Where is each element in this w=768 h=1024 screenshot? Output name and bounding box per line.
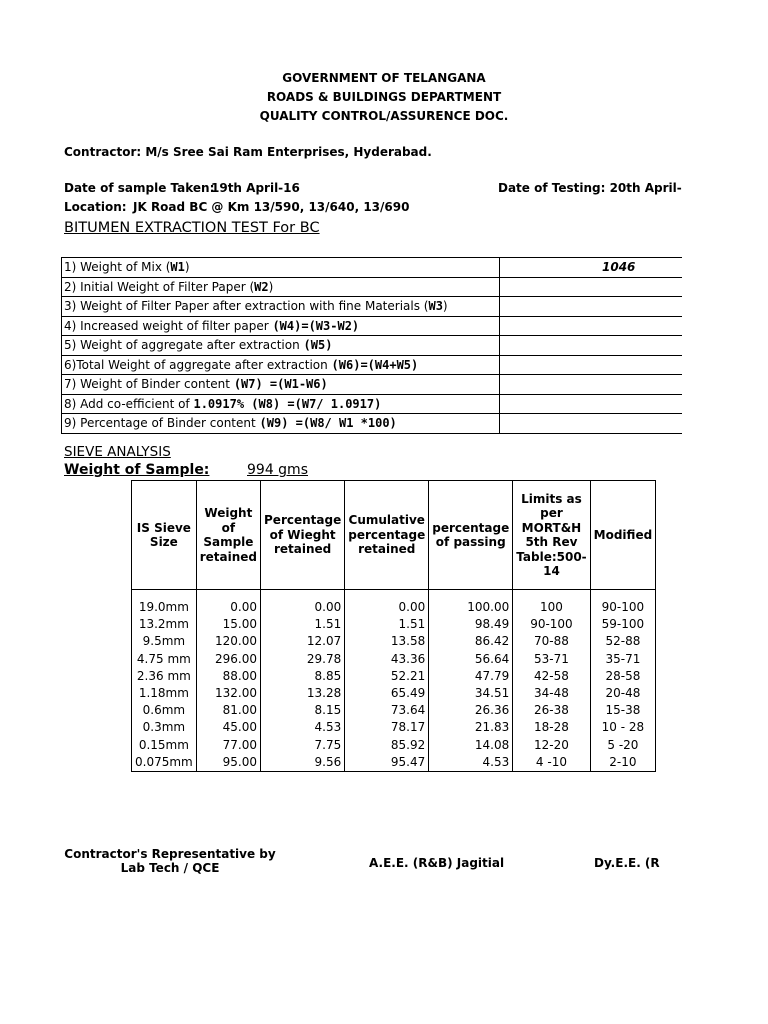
extraction-row-suffix: ): [268, 279, 274, 294]
extraction-row-label: [64, 416, 397, 430]
sieve-column-header: Cumulative percentage retained: [345, 481, 429, 590]
sieve-spacer-cell: [590, 590, 656, 600]
sieve-column-header: IS Sieve Size: [132, 481, 197, 590]
sieve-column-header: Percentage of Wieght retained: [261, 481, 345, 590]
extraction-row-label: [64, 319, 359, 333]
sieve-row: [132, 633, 656, 650]
sieve-cell: 0.6mm: [132, 702, 197, 719]
sieve-cell: 59-100: [590, 616, 656, 633]
extraction-row-suffix: ): [442, 299, 448, 313]
extraction-table: [62, 257, 682, 434]
extraction-row-label: [64, 377, 328, 391]
extraction-row-text: 2) Initial Weight of Filter Paper (: [64, 279, 255, 294]
sieve-cell: 14.08: [429, 737, 513, 754]
sieve-row: [132, 651, 656, 668]
sieve-column-header: Limits as per MORT&H 5th Rev Table:500-14: [513, 481, 590, 590]
sieve-cell: 2-10: [590, 754, 656, 772]
sieve-spacer-cell: [132, 590, 197, 600]
sieve-cell: 26-38: [513, 702, 590, 719]
testing-date: Date of Testing: 20th April-: [498, 181, 682, 195]
sieve-spacer-cell: [513, 590, 590, 600]
extraction-row: [62, 413, 682, 434]
extraction-row-label: [64, 299, 448, 313]
sieve-cell: 70-88: [513, 633, 590, 650]
sample-weight-label: Weight of Sample:: [64, 462, 210, 478]
sieve-cell: 98.49: [429, 616, 513, 633]
sieve-cell: 9.56: [261, 754, 345, 772]
sieve-cell: 34.51: [429, 685, 513, 702]
sample-date-label: Date of sample Taken:: [64, 181, 215, 195]
sieve-cell: 35-71: [590, 651, 656, 668]
extraction-row-text: 8) Add co-efficient of: [64, 396, 194, 411]
sieve-cell: 95.47: [345, 754, 429, 772]
extraction-row-label: [64, 358, 418, 372]
sieve-cell: 13.58: [345, 633, 429, 650]
sieve-cell: 1.18mm: [132, 685, 197, 702]
header-government: GOVERNMENT OF TELANGANA: [282, 71, 486, 85]
extraction-row-formula: (W9) =(W8/ W1 *100): [259, 416, 397, 430]
extraction-row-formula: W2: [254, 279, 269, 294]
sieve-cell: 86.42: [429, 633, 513, 650]
contractor-line: Contractor: M/s Sree Sai Ram Enterprises, Hyderabad.: [64, 145, 432, 159]
sieve-row: [132, 719, 656, 736]
extraction-row-text: 5) Weight of aggregate after extraction: [64, 338, 304, 352]
sieve-row: [132, 616, 656, 633]
sieve-cell: 85.92: [345, 737, 429, 754]
sieve-cell: 4 -10: [513, 754, 590, 772]
sieve-row: [132, 599, 656, 616]
sieve-column-header: Weight of Sample retained: [196, 481, 260, 590]
sieve-cell: 52.21: [345, 668, 429, 685]
extraction-row: [62, 355, 682, 375]
sieve-cell: 15.00: [196, 616, 260, 633]
sieve-cell: 0.00: [196, 599, 260, 616]
extraction-row-text: 9) Percentage of Binder content: [64, 416, 260, 430]
sieve-cell: 13.28: [261, 685, 345, 702]
sieve-cell: 73.64: [345, 702, 429, 719]
sieve-cell: 4.53: [429, 754, 513, 772]
sieve-cell: 4.53: [261, 719, 345, 736]
sieve-cell: 2.36 mm: [132, 668, 197, 685]
sieve-column-header: Modified: [590, 481, 656, 590]
extraction-row: [62, 277, 682, 297]
extraction-row: [62, 374, 682, 394]
signature-dyee: Dy.E.E. (R: [594, 856, 660, 870]
location-value: JK Road BC @ Km 13/590, 13/640, 13/690: [133, 200, 410, 214]
header-department: ROADS & BUILDINGS DEPARTMENT: [266, 90, 502, 104]
sieve-cell: 28-58: [590, 668, 656, 685]
sieve-cell: 13.2mm: [132, 616, 197, 633]
extraction-row-text: 1) Weight of Mix (: [64, 260, 171, 274]
sieve-cell: 21.83: [429, 719, 513, 736]
extraction-row: [62, 335, 682, 355]
extraction-row-formula: W1: [170, 260, 185, 274]
extraction-divider: [499, 257, 500, 434]
sieve-spacer-cell: [196, 590, 260, 600]
extraction-row-formula: (W6)=(W4+W5): [331, 357, 419, 372]
sieve-cell: 0.3mm: [132, 719, 197, 736]
sieve-row: [132, 685, 656, 702]
extraction-row-formula: (W4)=(W3-W2): [272, 318, 360, 333]
sieve-cell: 12-20: [513, 737, 590, 754]
sieve-spacer-cell: [429, 590, 513, 600]
sieve-cell: 78.17: [345, 719, 429, 736]
sieve-row: [132, 668, 656, 685]
sample-weight: 994 gms: [247, 462, 308, 478]
sieve-cell: 29.78: [261, 651, 345, 668]
sieve-cell: 0.075mm: [132, 754, 197, 772]
sieve-cell: 34-48: [513, 685, 590, 702]
sieve-cell: 120.00: [196, 633, 260, 650]
extraction-row-suffix: ): [184, 260, 190, 274]
sieve-cell: 43.36: [345, 651, 429, 668]
sieve-cell: 19.0mm: [132, 599, 197, 616]
sieve-cell: 56.64: [429, 651, 513, 668]
extraction-row: [62, 394, 682, 414]
extraction-row: [62, 257, 682, 277]
sieve-cell: 95.00: [196, 754, 260, 772]
sieve-cell: 0.00: [345, 599, 429, 616]
sieve-cell: 90-100: [590, 599, 656, 616]
signature-contractor-rep: Contractor's Representative by Lab Tech / QCE: [64, 847, 276, 875]
sieve-title: SIEVE ANALYSIS: [64, 444, 171, 460]
sieve-cell: 15-38: [590, 702, 656, 719]
sieve-row: [132, 702, 656, 719]
sieve-cell: 8.85: [261, 668, 345, 685]
extraction-row-value: 1046: [602, 260, 636, 274]
header-doc-type: QUALITY CONTROL/ASSURENCE DOC.: [259, 109, 509, 123]
sieve-cell: 47.79: [429, 668, 513, 685]
sieve-cell: 26.36: [429, 702, 513, 719]
extraction-row-formula: W3: [428, 299, 443, 313]
sieve-cell: 42-58: [513, 668, 590, 685]
extraction-row: [62, 296, 682, 316]
extraction-row-formula: (W7) =(W1-W6): [233, 377, 328, 391]
sieve-cell: 45.00: [196, 719, 260, 736]
sieve-cell: 18-28: [513, 719, 590, 736]
test-title: BITUMEN EXTRACTION TEST For BC: [64, 220, 320, 236]
extraction-row-label: [64, 280, 273, 294]
extraction-row-text: 7) Weight of Binder content: [64, 377, 234, 391]
sieve-cell: 0.00: [261, 599, 345, 616]
extraction-row-label: [64, 397, 381, 411]
sieve-spacer-cell: [345, 590, 429, 600]
location-label: Location:: [64, 200, 127, 214]
extraction-row-text: 4) Increased weight of filter paper: [64, 318, 273, 333]
sieve-cell: 10 - 28: [590, 719, 656, 736]
sieve-cell: 1.51: [345, 616, 429, 633]
sieve-cell: 100: [513, 599, 590, 616]
signature-aee: A.E.E. (R&B) Jagitial: [369, 856, 505, 870]
sieve-cell: 88.00: [196, 668, 260, 685]
sieve-cell: 8.15: [261, 702, 345, 719]
extraction-row-formula: (W5): [303, 338, 333, 352]
sieve-cell: 53-71: [513, 651, 590, 668]
extraction-row-text: 6)Total Weight of aggregate after extraction: [64, 357, 332, 372]
sieve-cell: 5 -20: [590, 737, 656, 754]
sieve-cell: 77.00: [196, 737, 260, 754]
sieve-cell: 52-88: [590, 633, 656, 650]
sieve-cell: 100.00: [429, 599, 513, 616]
extraction-row: [62, 316, 682, 336]
sieve-spacer-row: [132, 590, 656, 600]
sieve-column-header: percentage of passing: [429, 481, 513, 590]
sieve-cell: 7.75: [261, 737, 345, 754]
sieve-cell: 20-48: [590, 685, 656, 702]
sieve-cell: 296.00: [196, 651, 260, 668]
sample-date: 19th April-16: [211, 181, 300, 195]
sieve-row: [132, 754, 656, 772]
sieve-spacer-cell: [261, 590, 345, 600]
sieve-cell: 0.15mm: [132, 737, 197, 754]
sieve-cell: 9.5mm: [132, 633, 197, 650]
sieve-cell: 65.49: [345, 685, 429, 702]
sieve-cell: 132.00: [196, 685, 260, 702]
sieve-cell: 81.00: [196, 702, 260, 719]
sieve-cell: 4.75 mm: [132, 651, 197, 668]
extraction-row-text: 3) Weight of Filter Paper after extraction with fine Materials (: [64, 299, 429, 313]
extraction-row-formula: 1.0917% (W8) =(W7/ 1.0917): [193, 396, 382, 411]
sieve-cell: 1.51: [261, 616, 345, 633]
extraction-row-label: [64, 338, 332, 352]
extraction-row-label: [64, 260, 190, 274]
sieve-cell: 12.07: [261, 633, 345, 650]
sieve-row: [132, 737, 656, 754]
extraction-left-border: [61, 257, 62, 434]
sieve-table: [131, 480, 656, 772]
sieve-cell: 90-100: [513, 616, 590, 633]
